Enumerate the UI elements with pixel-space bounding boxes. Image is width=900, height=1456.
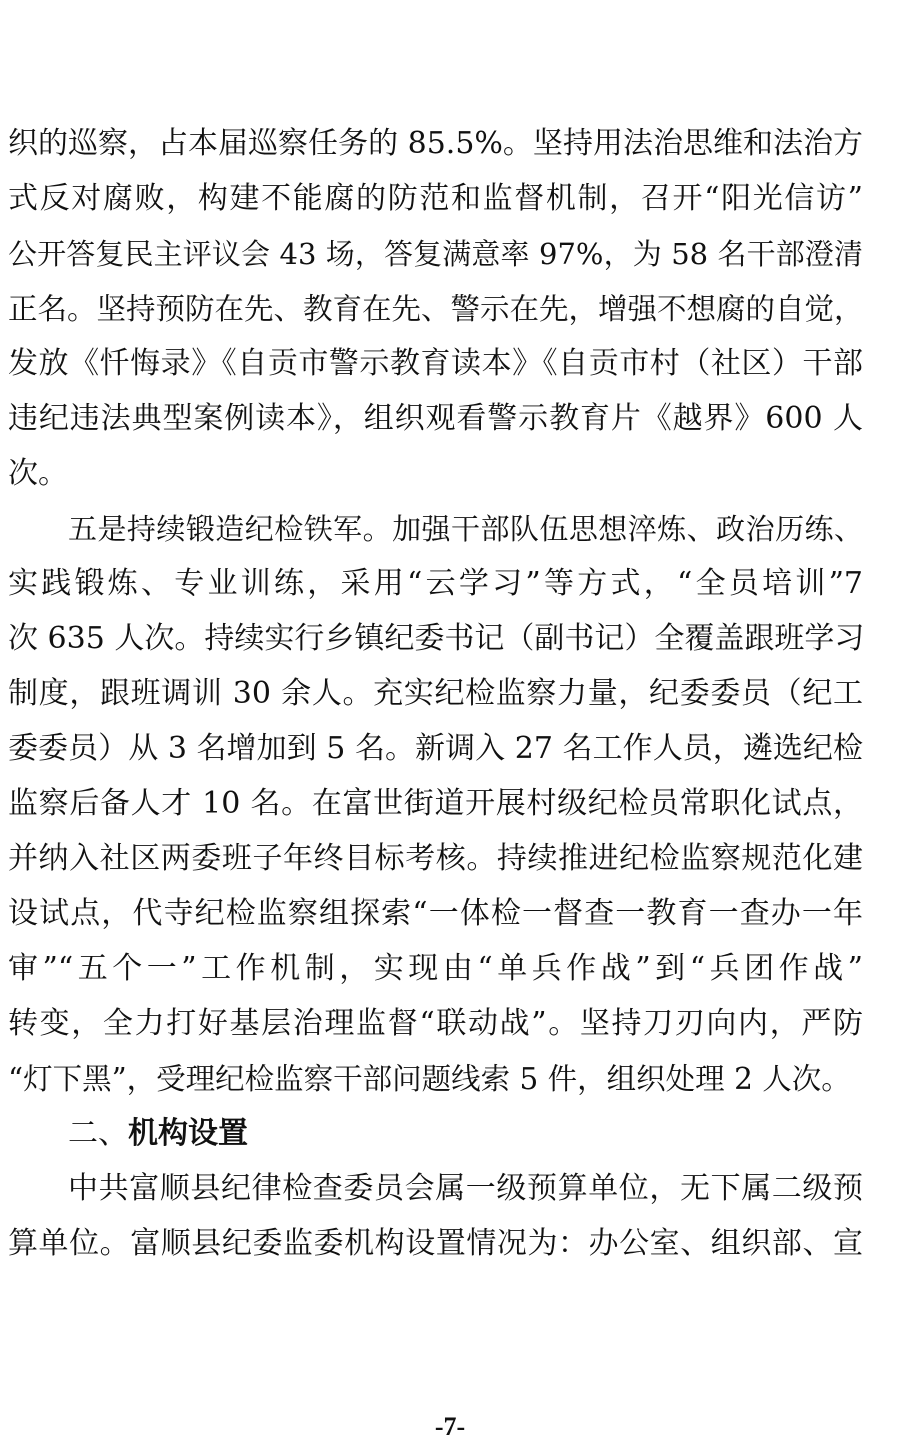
paragraph-line: 违纪违法典型案例读本》，组织观看警示教育片《越界》600 人: [8, 401, 863, 436]
paragraph-line: 算单位。富顺县纪委监委机构设置情况为：办公室、组织部、宣: [8, 1226, 863, 1261]
paragraph-line: 织的巡察，占本届巡察任务的 85.5%。坚持用法治思维和法治方: [8, 126, 863, 161]
paragraph-line: 监察后备人才 10 名。在富世街道开展村级纪检员常职化试点，: [8, 786, 863, 821]
paragraph-line: 委委员）从 3 名增加到 5 名。新调入 27 名工作人员，遴选纪检: [8, 731, 863, 766]
paragraph-line: “灯下黑”，受理纪检监察干部问题线索 5 件，组织处理 2 人次。: [8, 1062, 851, 1096]
paragraph-line: 五是持续锻造纪检铁军。加强干部队伍思想淬炼、政治历练、: [68, 512, 863, 546]
section-heading-title: 机构设置: [128, 1116, 248, 1151]
page-number: -7-: [434, 1412, 466, 1441]
paragraph-line: 次 635 人次。持续实行乡镇纪委书记（副书记）全覆盖跟班学习: [8, 621, 865, 656]
paragraph-line: 正名。坚持预防在先、教育在先、警示在先，增强不想腐的自觉，: [8, 292, 864, 326]
section-heading-number: 二、: [68, 1116, 128, 1151]
paragraph-line: 实践锻炼、专业训练，采用“云学习”等方式，“全员培训”7: [8, 566, 863, 601]
paragraph-line: 发放《忏悔录》《自贡市警示教育读本》《自贡市村（社区）干部: [8, 346, 863, 381]
paragraph-line: 并纳入社区两委班子年终目标考核。持续推进纪检监察规范化建: [8, 841, 863, 876]
paragraph-line: 公开答复民主评议会 43 场，答复满意率 97%，为 58 名干部澄清: [8, 237, 863, 271]
paragraph-line: 审”“五个一”工作机制，实现由“单兵作战”到“兵团作战”: [8, 951, 863, 986]
paragraph-line: 设试点，代寺纪检监察组探索“一体检一督查一教育一查办一年: [8, 896, 863, 931]
paragraph-line: 次。: [8, 456, 68, 491]
section-heading: [68, 1110, 248, 1158]
paragraph-line: 中共富顺县纪律检查委员会属一级预算单位，无下属二级预: [68, 1171, 863, 1206]
paragraph-line: 转变，全力打好基层治理监督“联动战”。坚持刀刃向内，严防: [8, 1006, 863, 1041]
paragraph-line: 式反对腐败，构建不能腐的防范和监督机制，召开“阳光信访”: [8, 181, 863, 216]
paragraph-line: 制度，跟班调训 30 余人。充实纪检监察力量，纪委委员（纪工: [8, 676, 863, 711]
